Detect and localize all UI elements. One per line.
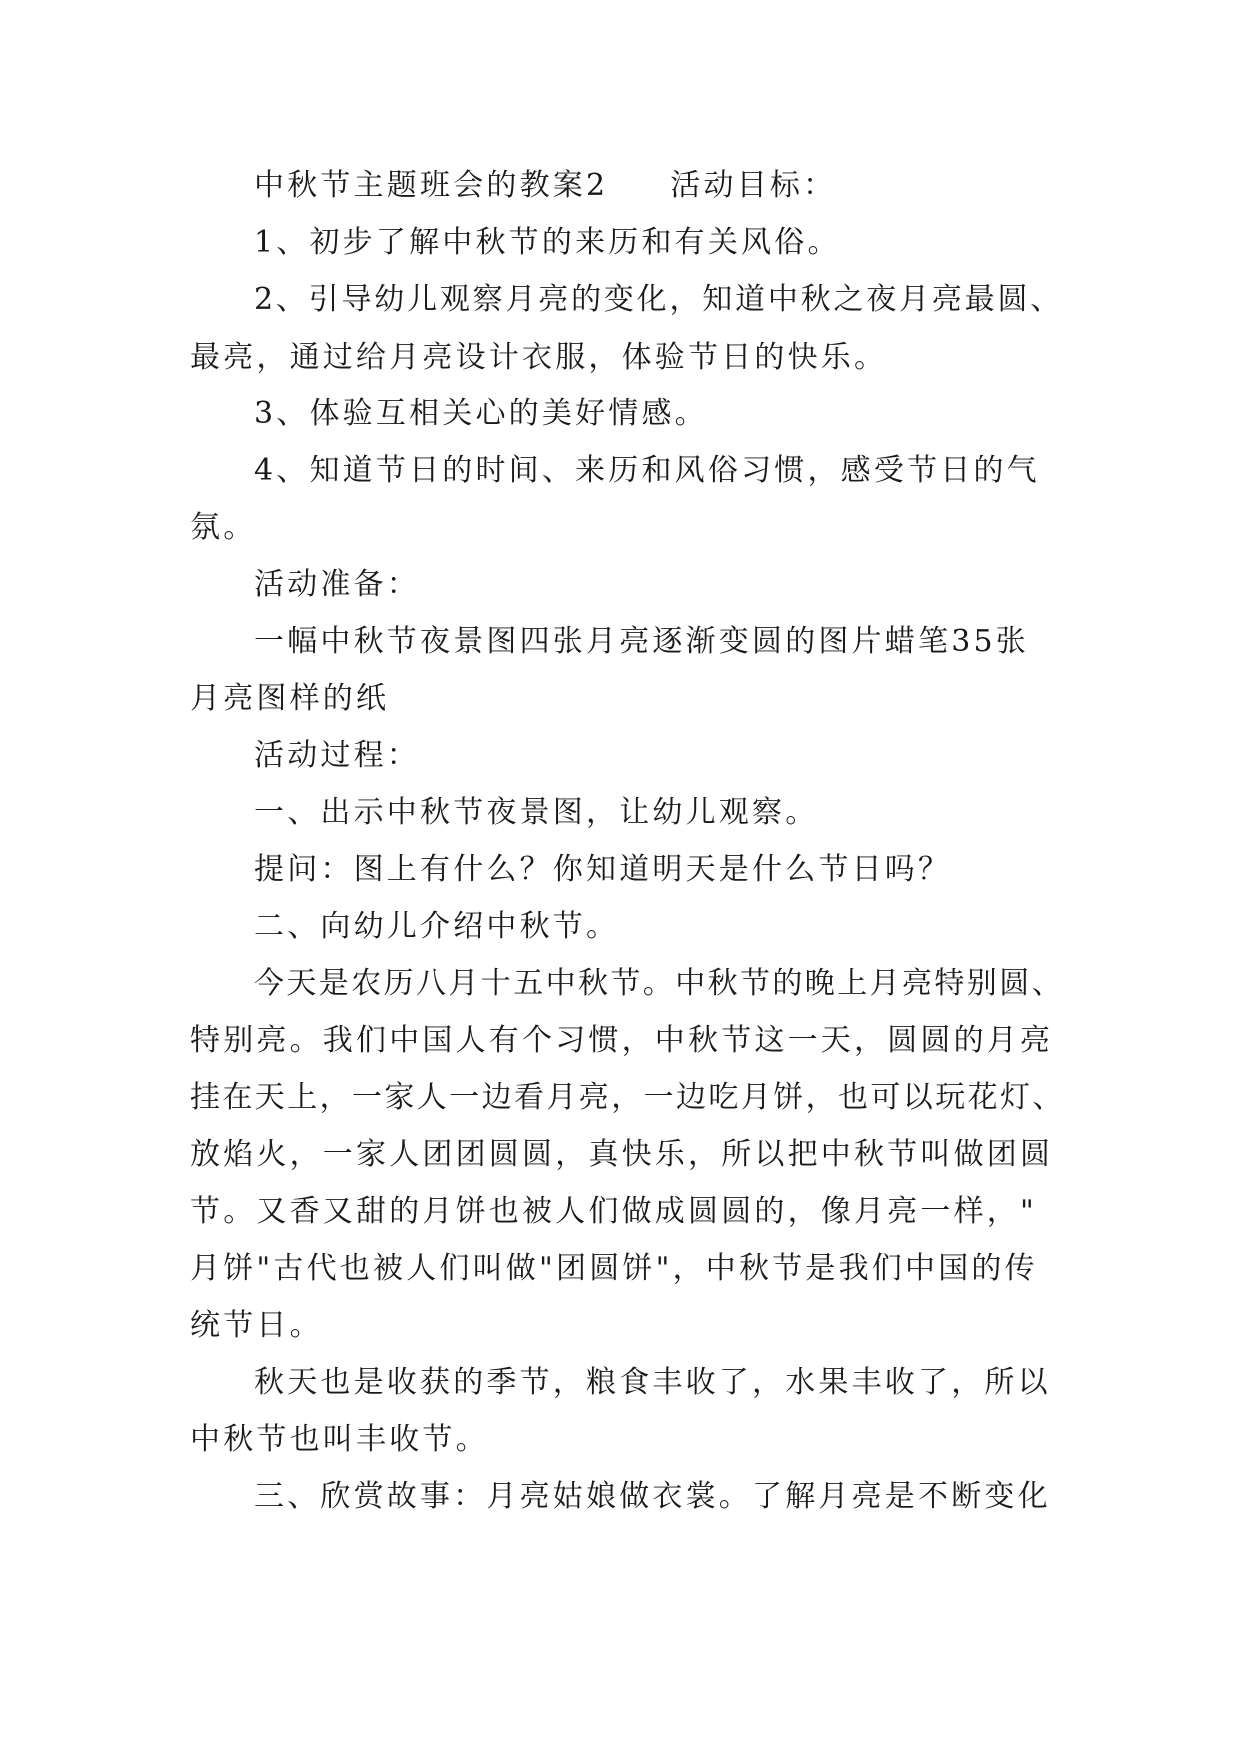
- paragraph-line: 一幅中秋节夜景图四张月亮逐渐变圆的图片蜡笔35张: [254, 624, 1029, 659]
- section-heading: 活动过程：: [254, 738, 420, 773]
- paragraph-line: 二、向幼儿介绍中秋节。: [254, 909, 620, 944]
- document-title: 中秋节主题班会的教案2: [254, 168, 609, 203]
- paragraph-line: 今天是农历八月十五中秋节。中秋节的晚上月亮特别圆、: [254, 966, 1064, 1001]
- paragraph-line: 最亮，通过给月亮设计衣服，体验节日的快乐。: [190, 340, 888, 375]
- paragraph-line: 一、出示中秋节夜景图，让幼儿观察。: [254, 795, 819, 830]
- paragraph-line: 2、引导幼儿观察月亮的变化，知道中秋之夜月亮最圆、: [254, 282, 1064, 317]
- paragraph-line: 月饼"古代也被人们叫做"团圆饼"，中秋节是我们中国的传: [190, 1251, 1038, 1286]
- paragraph-line: 挂在天上，一家人一边看月亮，一边吃月饼，也可以玩花灯、: [190, 1080, 1065, 1115]
- section-heading: 活动准备：: [254, 567, 420, 602]
- paragraph-line: 特别亮。我们中国人有个习惯，中秋节这一天，圆圆的月亮: [190, 1023, 1054, 1058]
- paragraph-line: 统节日。: [190, 1308, 323, 1343]
- paragraph-line: 月亮图样的纸: [190, 681, 390, 716]
- paragraph-line: 放焰火，一家人团团圆圆，真快乐，所以把中秋节叫做团圆: [190, 1137, 1054, 1172]
- paragraph-line: 秋天也是收获的季节，粮食丰收了，水果丰收了，所以: [254, 1365, 1051, 1400]
- paragraph-line: 三、欣赏故事：月亮姑娘做衣裳。了解月亮是不断变化: [254, 1479, 1051, 1514]
- paragraph-line: 氛。: [190, 510, 257, 545]
- section-heading-goals: 活动目标：: [670, 168, 837, 203]
- paragraph-line: 1、初步了解中秋节的来历和有关风俗。: [254, 225, 841, 260]
- paragraph-line: 节。又香又甜的月饼也被人们做成圆圆的，像月亮一样，": [190, 1194, 1037, 1229]
- paragraph-line: 提问：图上有什么？你知道明天是什么节日吗？: [254, 852, 952, 887]
- paragraph-line: 中秋节也叫丰收节。: [190, 1422, 489, 1457]
- document-title-line: [254, 166, 1070, 206]
- paragraph-line: 4、知道节日的时间、来历和风俗习惯，感受节日的气: [254, 453, 1040, 488]
- paragraph-line: 3、体验互相关心的美好情感。: [254, 396, 708, 431]
